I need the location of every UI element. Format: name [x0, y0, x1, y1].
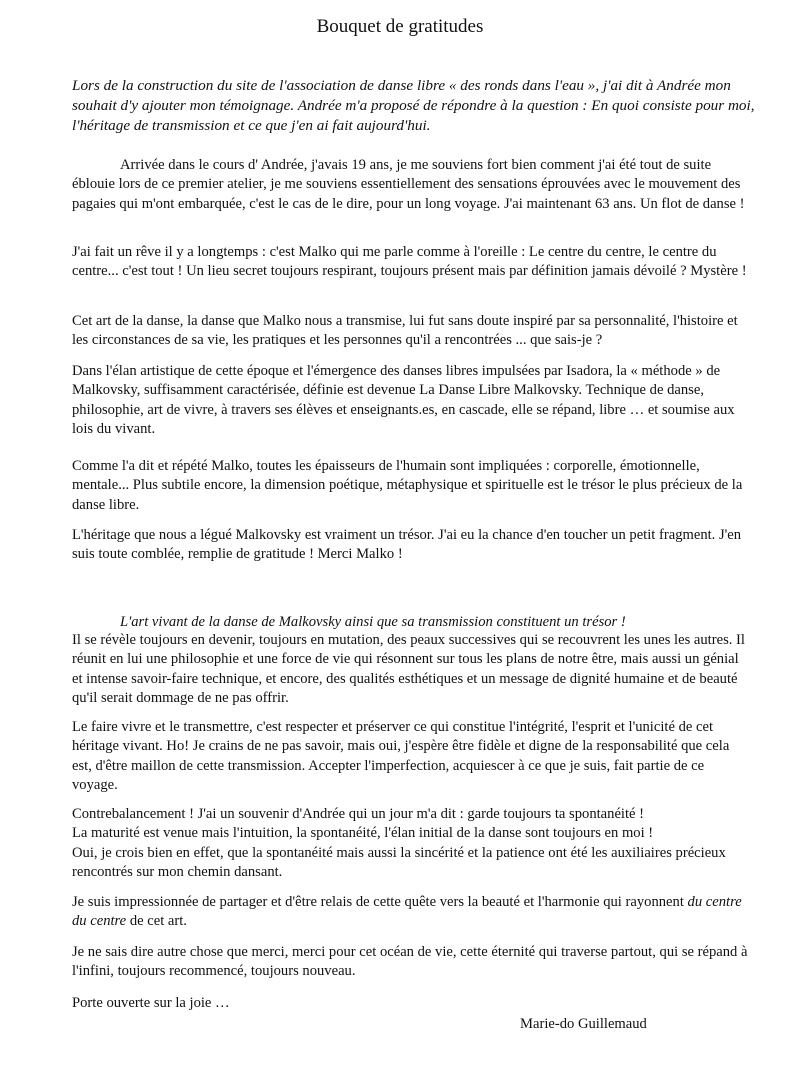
- paragraph-relais: [72, 893, 752, 932]
- relais-text: Je suis impressionnée de partager et d'être relais de cette quête vers la beauté et l'harmonie qui rayonnent: [72, 894, 684, 910]
- paragraph-arrival: Arrivée dans le cours d' Andrée, j'avais 19 ans, je me souviens fort bien comment j'ai été tout de suite éblouie lors de ce premier atelier, je me souviens essentiellement des sensations éprouvées avec le mouvement des pagaies qui m'ont embarquée, c'est le cas de le dire, pour un long voyage. J'ai maintenant 63 ans. Un flot de danse !: [72, 157, 745, 212]
- contrebal-line: La maturité est venue mais l'intuition, la spontanéité, l'élan initial de la danse sont toujours en moi !: [72, 825, 654, 842]
- intro-paragraph: Lors de la construction du site de l'association de danse libre « des ronds dans l'eau », j'ai dit à Andrée mon souhait d'y ajouter mon témoignage. Andrée m'a proposé de répondre à la question : En quoi consiste pour moi, l'héritage de transmission et ce que j'en ai fait aujourd'hui.: [72, 77, 755, 134]
- contrebal-line: Contrebalancement ! J'ai un souvenir d'Andrée qui un jour m'a dit : garde toujours ta spontanéité !: [72, 806, 645, 822]
- contrebal-line: Oui, je crois bien en effet, que la spontanéité mais aussi la sincérité et la patience ont été les auxiliaires précieux rencontrés sur mon chemin dansant.: [72, 844, 726, 880]
- paragraph-devenir: Il se révèle toujours en devenir, toujours en mutation, des peaux successives qui se recouvrent les unes les autres. Il réunit en lui une philosophie et une force de vie qui résonnent sur tous les plans de notre être, mais aussi un génial et intense savoir-faire technique, et encore, des qualités esthétiques et un message de dignité humaine et de beauté qu'il serait dommage de ne pas offrir.: [72, 632, 745, 706]
- document-title: Bouquet de gratitudes: [316, 16, 484, 37]
- paragraph-dream: J'ai fait un rêve il y a longtemps : c'est Malko qui me parle comme à l'oreille : Le centre du centre, le centre du centre... c'est tout ! Un lieu secret toujours respirant, toujours présent mais par définition jamais dévoilé ? Mystère !: [72, 244, 747, 280]
- italic-heading: L'art vivant de la danse de Malkovsky ainsi que sa transmission constituent un trésor !: [120, 614, 626, 630]
- paragraph-contrebalancement: [72, 805, 752, 882]
- paragraph-epaisseurs: Comme l'a dit et répété Malko, toutes les épaisseurs de l'humain sont impliquées : corporelle, émotionnelle, mentale... Plus subtile encore, la dimension poétique, métaphysique et spirituelle est le trésor le plus précieux de la danse libre.: [72, 458, 743, 513]
- paragraph-faire-vivre: Le faire vivre et le transmettre, c'est respecter et préserver ce qui constitue l'intégrité, l'esprit et l'unicité de cet héritage vivant. Ho! Je crains de ne pas savoir, mais oui, j'espère être fidèle et digne de la responsabilité que cela est, d'être maillon de cette transmission. Accepter l'imperfection, acquiescer à ce que je suis, fait partie de ce voyage.: [72, 719, 730, 793]
- paragraph-elan: Dans l'élan artistique de cette époque et l'émergence des danses libres impulsées par Isadora, la « méthode » de Malkovsky, suffisamment caractérisée, définie est devenue La Danse Libre Malkovsky. Technique de danse, philosophie, art de vivre, à travers ses élèves et enseignants.es, en cascade, elle se répand, libre … et soumise aux lois du vivant.: [72, 363, 735, 437]
- paragraph-heritage: L'héritage que nous a légué Malkovsky est vraiment un trésor. J'ai eu la chance d'en toucher un petit fragment. J'en suis toute comblée, remplie de gratitude ! Merci Malko !: [72, 527, 742, 563]
- signature: Marie-do Guillemaud: [520, 1016, 647, 1032]
- closing-line: Porte ouverte sur la joie …: [72, 995, 230, 1011]
- paragraph-merci: Je ne sais dire autre chose que merci, merci pour cet océan de vie, cette éternité qui traverse partout, qui se répand à l'infini, toujours recommencé, toujours nouveau.: [72, 944, 748, 980]
- relais-italic: du centre du centre: [72, 894, 742, 930]
- paragraph-art: Cet art de la danse, la danse que Malko nous a transmise, lui fut sans doute inspiré par sa personnalité, l'histoire et les circonstances de sa vie, les pratiques et les personnes qu'il a rencontrées ... que sais-je ?: [72, 313, 738, 349]
- relais-end: de cet art.: [129, 913, 187, 930]
